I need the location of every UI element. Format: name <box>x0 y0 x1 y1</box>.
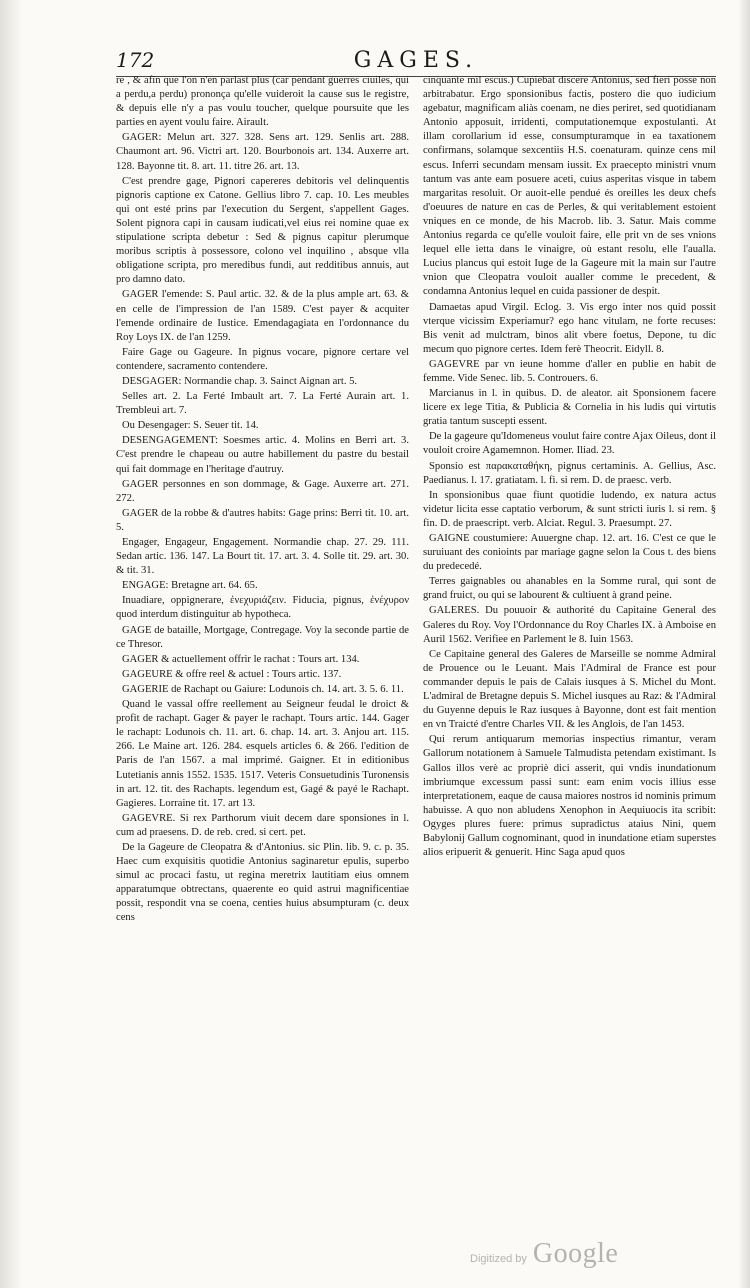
entry-gager-robbe: GAGER de la robbe & d'autres habits: Gage prins: Berri tit. 10. art. 5. <box>116 507 409 533</box>
entry-gager-rachat: GAGER & actuellement offrir le rachat : Tours art. 134. <box>122 653 360 665</box>
page-edge-shadow <box>738 0 750 1288</box>
paragraph: Ou Desengager: S. Seuer tit. 14. <box>122 420 259 432</box>
paragraph: C'est prendre gage, Pignori capereres debitoris vel delinquentis pignoris captione ex Catone. Gellius libro 7. cap. 10. Les meubles qui ont esté prins par l'execution du Sergent, s'appellent Gages. Solent pignora capi in causam iudicati,vel eius rei nomine quae ex stipulatione scripta debetur : Sed & pignus capitur plerumque moribus scriptis à possessore, colono vel inquilino , absque vlla obligatione scripta, pro meredibus fundi, aut redditibus annuis, aut pro damno dato. <box>116 175 409 286</box>
paragraph: Sponsio est παρακαταθήκη, pignus certaminis. A. Gellius, Asc. Paedianus. l. 17. gratiatam. l. fi. si rem. D. de praesc. verb. <box>423 460 716 486</box>
paragraph: re , & afin que l'on n'en parlast plus (car pendant guerres ciuiles, qui a perdu,a perdu) prononça qu'elle vuideroit la cause sus le registre, & depuis elle n'y a pas voulu toucher, quelque poursuite que les parties en ayent voulu faire. Airault. <box>116 75 409 129</box>
paragraph: Qui rerum antiquarum memorias inspectius rimantur, veram Gallorum notationem à Samuele Talmudista petendam existimant. Is Gallos illos verè ac propriè dici asserit, qui vndis inundationum imbriumque excessum passi sunt: eam enim vocis illius esse interpretationem, eaque de causa maiores nostros id nominis primum habuisse. A quo non abludens Xenophon in Aequiuocis ita scribit: Ogyges plures fuere: primus supradictus ataius Nini, quem Babylonij Gallum cognominant, quod in inundatione etiam superstes alios eripuerit & genuerit. Hinc Saga apud quos <box>423 734 716 859</box>
left-column <box>116 74 409 1224</box>
entry-engage: ENGAGE: Bretagne art. 64. 65. <box>122 580 258 592</box>
entry-gaigne: GAIGNE coustumiere: Auuergne chap. 12. art. 16. C'est ce que le suruiuant des conioints par mariage gagne selon la Cous t. des biens du predecedé. <box>423 533 716 573</box>
entry-gageure: GAGEVRE. Si rex Parthorum viuit decem dare sponsiones in l. cum ad praesens. D. de reb. cred. si cert. pet. <box>116 812 409 838</box>
paragraph: Inuadiare, oppignerare, ἐνεχυριάζειν. Fiducia, pignus, ἐνέχυρον quod interdum distinguitur ab hypotheca. <box>116 595 409 621</box>
paragraph: Marcianus in l. in quibus. D. de aleator. ait Sponsionem facere licere ex lege Titia, & Publicia & Cornelia in his ludis qui virtutis gratia tantum suscepti essent. <box>423 388 716 428</box>
watermark-prefix: Digitized by <box>470 1253 527 1265</box>
running-head: GAGES. <box>353 48 479 73</box>
paragraph: Faire Gage ou Gageure. In pignus vocare, pignore certare vel contendere, sacramento contendere. <box>116 346 409 372</box>
paragraph: De la Gageure de Cleopatra & d'Antonius. sic Plin. lib. 9. c. p. 35. Haec cum exquisitis quotidie Antonius saginaretur epulis, superbo simul ac procaci fastu, ut regina meretrix lautitiam eius omnem apparatumque obtrectans, quaerente eo quid astrui magnificentiae possit, respondit vna se coena, centies huius absumpturam (c. deux cens <box>116 841 409 924</box>
entry-gager: GAGER: Melun art. 327. 328. Sens art. 129. Senlis art. 288. Chaumont art. 96. Victri art. 120. Bourbonois art. 134. Auxerre art. 128. Bayonne tit. 8. art. 11. titre 26. art. 13. <box>116 132 409 172</box>
paragraph: Ce Capitaine general des Galeres de Marseille se nomme Admiral de Prouence ou le Leuant. Mais l'Admiral de France est pour commander depuis le pais de Calais iusques à S. Michel du Mont. L'admiral de Bretagne depuis S. Michel iusques au Raz: & l'Admiral du Guyenne depuis le Raz iusques à Bayonne, dont est fait mention en vn Traicté d'entre Charles VII. & les Anglois, de l'an 1453. <box>423 648 716 731</box>
entry-gagerie: GAGERIE de Rachapt ou Gaiure: Lodunois ch. 14. art. 3. 5. 6. 11. <box>122 683 404 695</box>
entry-engager: Engager, Engageur, Engagement. Normandie chap. 27. 29. 111. Sedan artic. 136. 147. La Bourt tit. 17. art. 3. 4. Solle tit. 29. art. 30. & tit. 31. <box>116 537 409 577</box>
entry-gageure-offre: GAGEURE & offre reel & actuel : Tours artic. 137. <box>122 668 342 680</box>
paragraph: Quand le vassal offre reellement au Seigneur feudal le droict & profit de rachapt. Gager & payer le rachapt. Tours artic. 144. Gager le rachapt: Lodunois ch. 11. art. 6. chap. 14. art. 3. Anjou art. 115. 266. Le Maine art. 126. 284. esquels articles 6. & 266. l'edition de Paris de l'an 1567. a mal imprimé. Gaigner. Et in editionibus Lutetianis annis 1552. 1535. 1517. Veteris Consuetudinis Turonensis in art. 12. tit. des Rachapts. legendum est, Gagé & payé le Rachapt. Gagieres. Lorraine tit. 17. art 13. <box>116 699 409 809</box>
paragraph: In sponsionibus quae fiunt quotidie ludendo, ex natura actus videtur licita esse captatio verborum, & sunt stricti iuris l. si rem. § fin. D. de praescript. verb. Alciat. Regul. 3. Praesumpt. 27. <box>423 489 716 529</box>
entry-gage-bataille: GAGE de bataille, Mortgage, Contregage. Voy la seconde partie de ce Thresor. <box>116 624 409 650</box>
paragraph: Damaetas apud Virgil. Eclog. 3. Vis ergo inter nos quid possit vterque vicissim Experiamur? ego hanc vitulam, ne forte recuses: Bis venit ad mulctram, binos alit vbere foetus, Depone, tu dic mecum quo pignore certes. Idem ferè Theocrit. Eidyll. 8. <box>423 301 716 355</box>
entry-desgager: DESGAGER: Normandie chap. 3. Sainct Aignan art. 5. <box>122 375 358 387</box>
right-column <box>423 74 716 1224</box>
paragraph: Terres gaignables ou ahanables en la Somme rural, qui sont de grand fruict, ou qui se labourent & cultiuent à grand peine. <box>423 576 716 602</box>
entry-galeres: GALERES. Du pouuoir & authorité du Capitaine General des Galeres du Roy. Voy l'Ordonnance du Roy Charles IX. à Amboise en Auril 1562. Verifiee en Parlement le 8. Iuin 1563. <box>423 605 716 645</box>
page-header <box>116 48 716 74</box>
google-logo: Google <box>532 1238 619 1269</box>
paragraph: cinquante mil escus.) Cupiebat discere Antonius, sed fieri posse non arbitrabatur. Ergo sponsionibus factis, postero die quo iudicium agebatur, magnificam aliàs coenam, ne dies periret, sed quotidianam Antonio apposuit, irridenti, computationemque expostulanti. At illam corollarium id esse, consumpturamque in ea taxationem confirmans, solamque sexcentiis H.S. coenaturam. quinze cens mil escus. Inferri secundam mensam iussit. Ex praecepto ministri vnum tantum vas ante eam posuere aceti, cuius asperitas visque in tabem margaritas resoluit. Or auoit-elle pendué és oreilles les deux chefs d'oeuures de nature en cas de Perles, & qui veritablement estoient vniques en ce monde, de his Macrob. lib. 3. Satur. Mais comme Antonius regarda ce qu'elle vouloit faire, elle prit vn de ses vnions lequel elle ietta dans le vinaigre, où estant resolu, elle l'aualla. Lucius plancus qui estoit Iuge de la Gageure mit la main sur l'autre vnion que Cleopatra vouloit aualler comme le precedent, & condamna Antonius lequel en cuida passioner de despit. <box>423 75 716 298</box>
page-number: 172 <box>116 48 155 72</box>
entry-desengagement: DESENGAGEMENT: Soesmes artic. 4. Molins en Berri art. 3. C'est prendre le chapeau ou autre habillement du pastre du bestail qui fait dommage en l'heritage d'autruy. <box>116 435 409 475</box>
entry-gager-personnes: GAGER personnes en son dommage, & Gage. Auxerre art. 271. 272. <box>116 478 409 504</box>
binding-shadow <box>0 0 22 1288</box>
google-watermark <box>470 1238 618 1268</box>
paragraph: De la gageure qu'Idomeneus voulut faire contre Ajax Oileus, dont il vouloit croire Agamemnon. Homer. Iliad. 23. <box>423 431 716 457</box>
entry-gager-emende: GAGER l'emende: S. Paul artic. 32. & de la plus ample art. 63. & en celle de l'impression de l'an 1589. C'est payer & acquiter l'emende ordinaire de Iustice. Emendagagiata en l'ordonnance du Roy Loys IX. de l'an 1259. <box>116 289 409 343</box>
paragraph: Selles art. 2. La Ferté Imbault art. 7. La Ferté Aurain art. 1. Trembleui art. 7. <box>116 391 409 417</box>
entry-gageure-habit: GAGEVRE par vn ieune homme d'aller en publie en habit de femme. Vide Senec. lib. 5. Controuers. 6. <box>423 358 716 384</box>
